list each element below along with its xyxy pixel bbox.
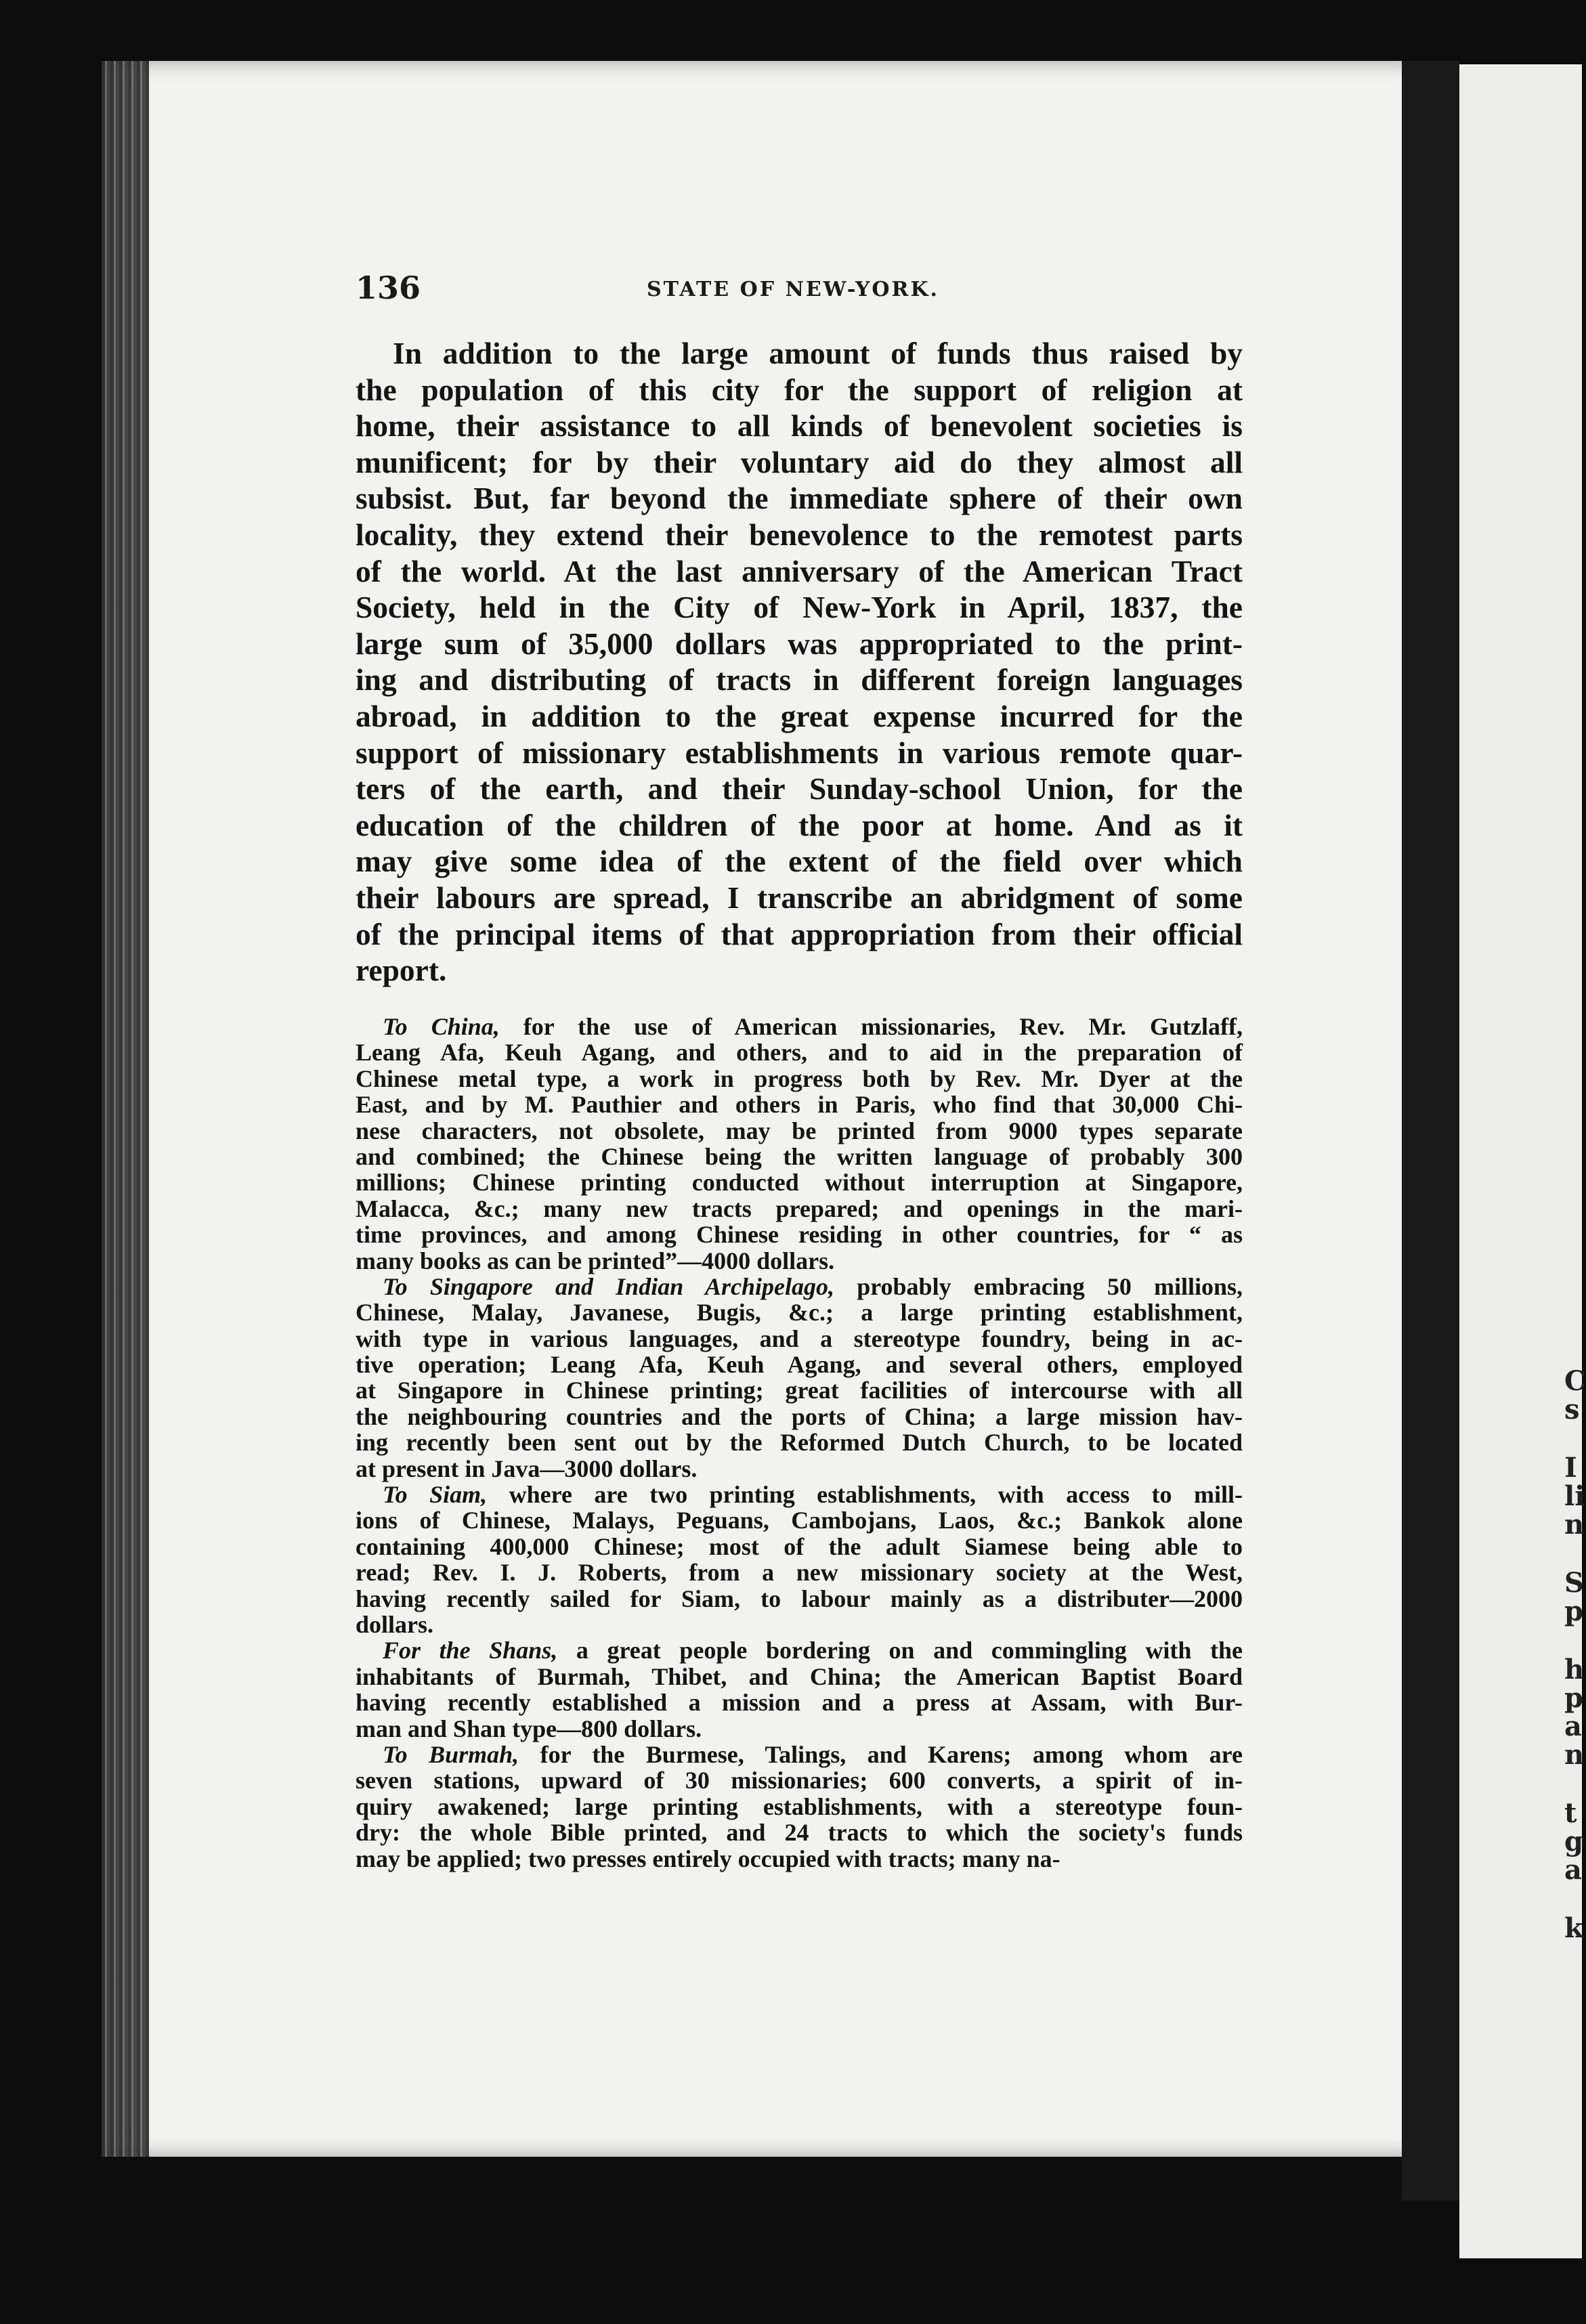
- paragraph-line: subsist. But, far beyond the immediate sphere of their own: [356, 481, 1243, 516]
- item-text: where are two printing establishments, with access to mill-: [487, 1481, 1243, 1509]
- right-page-fragment: k: [1564, 1912, 1583, 1944]
- item-destination-label: To China,: [383, 1013, 500, 1040]
- running-head: [356, 267, 1243, 308]
- right-page-fragment: C: [1564, 1365, 1586, 1397]
- item-line: the neighbouring countries and the ports of China; a large mission hav-: [356, 1402, 1243, 1430]
- right-page-fragment: a: [1564, 1710, 1582, 1742]
- item-line: time provinces, and among Chinese residing in other countries, for “ as: [356, 1221, 1243, 1249]
- page-binding-edge: [102, 61, 149, 2157]
- item-line: with type in various languages, and a stereotype foundry, being in ac-: [356, 1325, 1243, 1352]
- right-page-fragment: n: [1564, 1739, 1585, 1771]
- page-gutter: [1402, 61, 1459, 2201]
- item-destination-label: To Singapore and Indian Archipelago,: [383, 1272, 835, 1300]
- item-line: dry: the whole Bible printed, and 24 tracts to which the society's funds: [356, 1819, 1243, 1847]
- right-page-fragment: t: [1564, 1797, 1577, 1829]
- body-paragraph: [356, 335, 1243, 989]
- paragraph-line: home, their assistance to all kinds of benevolent societies is: [356, 408, 1243, 444]
- right-page-fragment: p: [1564, 1595, 1583, 1627]
- item-line: may be applied; two presses entirely occupied with tracts; many na-: [356, 1845, 1060, 1872]
- paragraph-line: may give some idea of the extent of the field over which: [356, 844, 1243, 879]
- item-line: at Singapore in Chinese printing; great facilities of intercourse with all: [356, 1377, 1243, 1404]
- item-line: dollars.: [356, 1610, 434, 1638]
- item-text: for the use of American missionaries, Rev. Mr. Gutzlaff,: [499, 1013, 1243, 1040]
- item-destination-label: For the Shans,: [383, 1637, 558, 1664]
- item-line: East, and by M. Pauthier and others in Paris, who find that 30,000 Chi-: [356, 1091, 1243, 1119]
- item-first-line: [356, 1482, 1243, 1507]
- right-page-fragment: s: [1564, 1394, 1580, 1425]
- item-text: probably embracing 50 millions,: [834, 1272, 1243, 1300]
- right-page-fragment: p: [1564, 1682, 1583, 1714]
- item-line: seven stations, upward of 30 missionaries; 600 converts, a spirit of in-: [356, 1767, 1243, 1794]
- paragraph-line: report.: [356, 953, 447, 988]
- right-page-fragment: a: [1564, 1854, 1582, 1886]
- paragraph-line: of the world. At the last anniversary of the American Tract: [356, 553, 1243, 588]
- paragraph-line: education of the children of the poor at home. And as it: [356, 807, 1243, 842]
- item-line: man and Shan type—800 dollars.: [356, 1715, 702, 1742]
- item-text: for the Burmese, Talings, and Karens; among whom are: [519, 1740, 1243, 1768]
- item-line: ing recently been sent out by the Reformed Dutch Church, to be located: [356, 1429, 1243, 1457]
- item-line: containing 400,000 Chinese; most of the adult Siamese being able to: [356, 1532, 1243, 1560]
- item-line: ions of Chinese, Malays, Peguans, Cambojans, Laos, &c.; Bankok alone: [356, 1507, 1243, 1534]
- item-line: quiry awakened; large printing establishments, with a stereotype foun-: [356, 1792, 1243, 1820]
- item-first-line: [356, 1014, 1243, 1039]
- item-line: many books as can be printed”—4000 dollars.: [356, 1247, 835, 1274]
- paragraph-line: ters of the earth, and their Sunday-school Union, for the: [356, 771, 1243, 806]
- paragraph-line: ing and distributing of tracts in different foreign languages: [356, 662, 1243, 697]
- item-line: Chinese, Malay, Javanese, Bugis, &c.; a large printing establishment,: [356, 1299, 1243, 1327]
- item-first-line: [356, 1274, 1243, 1299]
- item-line: Chinese metal type, a work in progress both by Rev. Mr. Dyer at the: [356, 1064, 1243, 1092]
- item-line: millions; Chinese printing conducted without interruption at Singapore,: [356, 1169, 1243, 1197]
- item-destination-label: To Burmah,: [383, 1740, 519, 1768]
- paragraph-line: of the principal items of that appropriation from their official: [356, 916, 1243, 951]
- item-line: having recently established a mission and a press at Assam, with Bur-: [356, 1689, 1243, 1717]
- right-page-fragment: n: [1564, 1509, 1585, 1541]
- item-destination-label: To Siam,: [383, 1481, 488, 1509]
- right-page-fragment: g: [1564, 1826, 1583, 1857]
- item-line: Leang Afa, Keuh Agang, and others, and to aid in the preparation of: [356, 1039, 1243, 1067]
- item-line: at present in Java—3000 dollars.: [356, 1455, 698, 1482]
- item-line: and combined; the Chinese being the written language of probably 300: [356, 1142, 1243, 1170]
- item-first-line: [356, 1742, 1243, 1767]
- right-page-edge: [1459, 64, 1585, 2258]
- paragraph-line: Society, held in the City of New-York in April, 1837, the: [356, 590, 1243, 625]
- item-line: having recently sailed for Siam, to labour mainly as a distributer—2000: [356, 1585, 1243, 1612]
- item-first-line: [356, 1637, 1243, 1663]
- item-line: Malacca, &c.; many new tracts prepared; and openings in the mari-: [356, 1195, 1243, 1222]
- paragraph-line: large sum of 35,000 dollars was appropriated to the print-: [356, 626, 1243, 661]
- paragraph-line: locality, they extend their benevolence to the remotest parts: [356, 517, 1243, 552]
- right-page-fragment: li: [1564, 1480, 1585, 1512]
- paragraph-line: their labours are spread, I transcribe an abridgment of some: [356, 880, 1243, 915]
- paragraph-line: the population of this city for the support of religion at: [356, 372, 1243, 407]
- right-page-fragment: I: [1564, 1452, 1577, 1484]
- right-page-fragment: S: [1564, 1567, 1584, 1599]
- item-line: tive operation; Leang Afa, Keuh Agang, and several others, employed: [356, 1351, 1243, 1379]
- paragraph-line: munificent; for by their voluntary aid do they almost all: [356, 444, 1243, 479]
- right-page-fragment: h: [1564, 1654, 1585, 1685]
- paragraph-line: support of missionary establishments in various remote quar-: [356, 735, 1243, 770]
- paragraph-line: abroad, in addition to the great expense incurred for the: [356, 698, 1243, 733]
- paragraph-line: In addition to the large amount of funds thus raised by: [393, 336, 1243, 370]
- item-line: read; Rev. I. J. Roberts, from a new missionary society at the West,: [356, 1559, 1243, 1587]
- page-number: 136: [356, 270, 421, 306]
- appropriation-items: [356, 1014, 1243, 1872]
- item-line: inhabitants of Burmah, Thibet, and China; the American Baptist Board: [356, 1662, 1243, 1690]
- running-head-title: STATE OF NEW-YORK.: [647, 278, 939, 301]
- item-line: nese characters, not obsolete, may be printed from 9000 types separate: [356, 1117, 1243, 1144]
- item-text: a great people bordering on and commingling with the: [557, 1637, 1243, 1664]
